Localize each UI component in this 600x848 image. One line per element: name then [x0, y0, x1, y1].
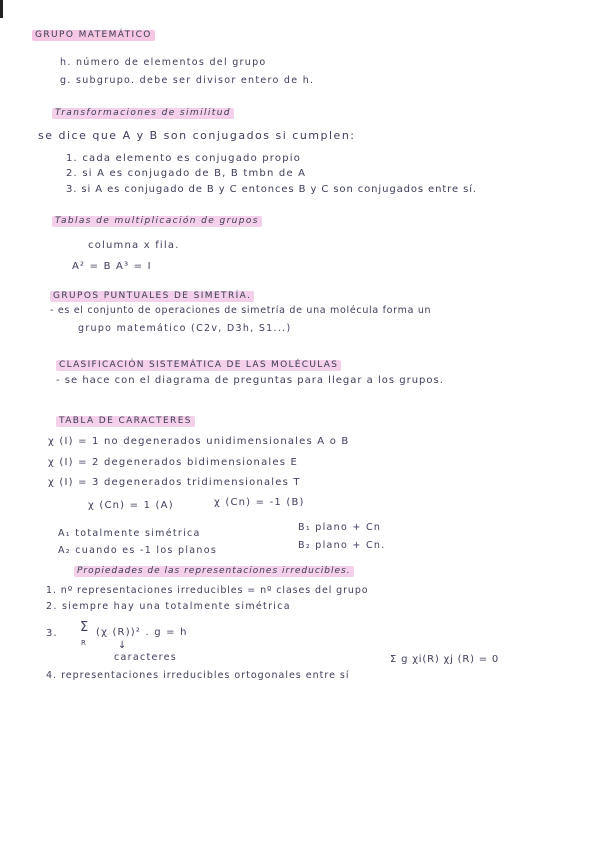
conjugados-item-2: 2. si A es conjugado de B, B tmbn de A [66, 168, 307, 179]
propiedad-1: 1. nº representaciones irreducibles = nº clases del grupo [46, 585, 369, 596]
grupos-puntuales-line-2: grupo matemático (C2v, D3h, S1...) [78, 323, 292, 334]
character-cn-a: χ (Cn) = 1 (A) [88, 500, 174, 511]
conjugados-item-3: 3. si A es conjugado de B y C entonces B y C son conjugados entre sí. [66, 184, 477, 195]
heading-text: Tablas de multiplicación de grupos [52, 216, 262, 227]
page-edge-mark [0, 0, 3, 18]
down-arrow-icon: ↓ [118, 640, 127, 651]
grupos-puntuales-line-1: - es el conjunto de operaciones de simetría de una molécula forma un [50, 305, 432, 316]
heading-text: GRUPOS PUNTUALES DE SIMETRÍA. [50, 291, 254, 302]
sum-index: R [81, 639, 88, 647]
page-title [32, 30, 155, 41]
note-b1: B₁ plano + Cn [298, 522, 382, 533]
conjugados-item-1: 1. cada elemento es conjugado propio [66, 153, 302, 164]
note-b2: B₂ plano + Cn. [298, 540, 386, 551]
intro-line-2: g. subgrupo. debe ser divisor entero de h. [60, 75, 315, 86]
clasificacion-line-1: - se hace con el diagrama de preguntas para llegar a los grupos. [56, 375, 444, 386]
conjugados-lead: se dice que A y B son conjugados si cumplen: [38, 129, 356, 142]
caracteres-label: caracteres [114, 652, 178, 663]
title-text: GRUPO MATEMÁTICO [32, 30, 155, 41]
section-heading-tablas [52, 216, 262, 227]
section-heading-clasificacion [56, 360, 341, 371]
note-a1: A₁ totalmente simétrica [58, 528, 201, 539]
section-heading-grupos-puntuales [50, 291, 254, 302]
caracteres-row-1: χ (I) = 1 no degenerados unidimensionales A o B [48, 436, 350, 447]
intro-line-1: h. número de elementos del grupo [60, 57, 267, 68]
heading-text: Propiedades de las representaciones irreducibles. [74, 566, 354, 577]
section-heading-transformaciones [52, 108, 234, 119]
section-heading-caracteres [56, 416, 195, 427]
character-cn-b: χ (Cn) = -1 (B) [214, 497, 305, 508]
heading-text: Transformaciones de similitud [52, 108, 234, 119]
heading-text: TABLA DE CARACTERES [56, 416, 195, 427]
propiedad-2: 2. siempre hay una totalmente simétrica [46, 601, 291, 612]
tablas-line-1: columna x fila. [88, 240, 180, 251]
propiedad-3: 3. [46, 628, 58, 639]
section-heading-propiedades [74, 566, 354, 577]
note-a2: A₂ cuando es -1 los planos [58, 545, 218, 556]
propiedad-4: 4. representaciones irreducibles ortogonales entre sí [46, 670, 350, 681]
caracteres-row-3: χ (I) = 3 degenerados tridimensionales T [48, 477, 301, 488]
caracteres-row-2: χ (I) = 2 degenerados bidimensionales E [48, 457, 299, 468]
orthogonality-expression: Σ g χi(R) χj (R) = 0 [390, 654, 500, 665]
sum-expression: (χ (R))² . g = h [96, 627, 188, 638]
tablas-line-2: A² = B A³ = I [72, 261, 152, 272]
sigma-symbol: Σ [80, 620, 89, 635]
heading-text: CLASIFICACIÓN SISTEMÁTICA DE LAS MOLÉCULAS [56, 360, 341, 371]
